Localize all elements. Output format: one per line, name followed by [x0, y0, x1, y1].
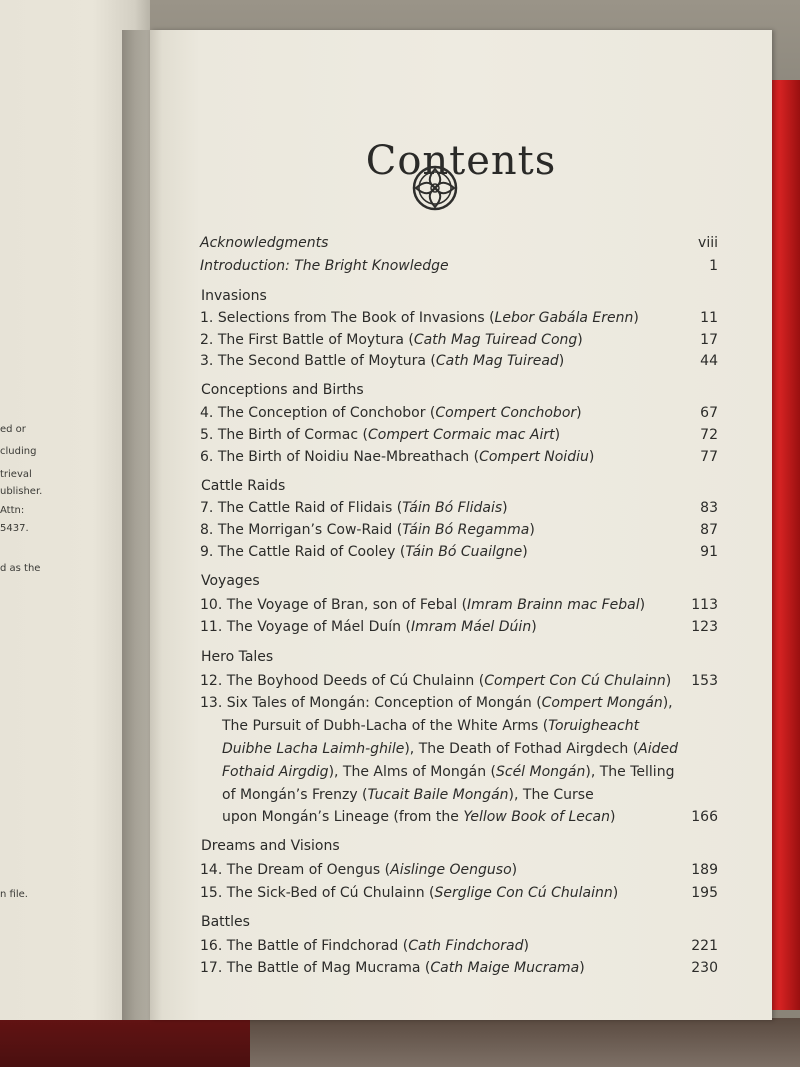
left-page-text: ublisher. [0, 486, 43, 497]
entry-number: 3. [200, 353, 214, 369]
toc-page-number: 44 [700, 353, 718, 369]
entry-original-title: Compert Cormaic mac Airt [367, 427, 555, 443]
entry-original-title: Compert Con Cú Chulainn [484, 673, 666, 689]
toc-entry-13-line: Duibhe Lacha Laimh-ghile), The Death of Fothad Airgdech (Aided [222, 741, 679, 757]
entry-number: 15. [200, 885, 223, 901]
entry-title: The Voyage of Máel Duín ( [226, 619, 411, 635]
entry-number: 10. [200, 597, 223, 613]
toc-page-number: 87 [700, 522, 718, 538]
toc-page-number: 113 [691, 597, 718, 613]
left-page-text: n file. [0, 889, 28, 900]
entry-title: The Cattle Raid of Cooley ( [217, 544, 406, 560]
toc-page-number: 91 [700, 544, 718, 560]
entry-original-title: Cath Mag Tuiread Cong [413, 332, 578, 348]
left-page-text: ed or [0, 424, 26, 435]
page-title: Contents [365, 138, 557, 184]
section-heading: Cattle Raids [201, 478, 286, 494]
entry-original-title: Táin Bó Flidais [402, 500, 503, 516]
entry-original-title: Cath Mag Tuiread [435, 353, 559, 369]
contents-page [150, 30, 772, 1020]
entry-original-title: Táin Bó Cuailgne [405, 544, 523, 560]
entry-number: 5. [200, 427, 214, 443]
entry-title: Selections from The Book of Invasions ( [217, 310, 495, 326]
entry-original-title: Compert Noidiu [479, 449, 589, 465]
entry-number: 16. [200, 938, 223, 954]
entry-number: 17. [200, 960, 223, 976]
book-gutter-shadow [122, 30, 162, 1020]
section-heading: Conceptions and Births [201, 382, 364, 398]
table-of-contents: Acknowledgments viii Introduction: The Bright Knowledge 1 Invasions 1. Selections from The Book of Invasions (Lebor Gabála Erenn) 11 2. The First Battle of Moytura (Cath Mag Tuiread Cong) 17 3. The Second Battle of Moytura (Cath Mag Tuiread) 44 Conceptions and Births 4. The Conception of Conchobor (Compert Conchobor) 67 5. The Birth of Cormac (Compert Cormaic mac Airt) 72 6. The Birth of Noidiu Nae-Mbreathach (Compert Noidiu) 77 Cattle Raids 7. The Cattle Raid of Flidais (Táin Bó Flidais) 83 8. The Morrigan’s Cow-Raid (Táin Bó Regamma) 87 9. The Cattle Raid of Cooley (Táin Bó Cuailgne) 91 Voyages 10. The Voyage of Bran, son of Febal (Imram Brainn mac Febal) 113 11. The Voyage of Máel Duín (Imram Máel Dúin) 123 Hero Tales 12. The Boyhood Deeds of Cú Chulainn (Compert Con Cú Chulainn) 153 13. Six Tales of Mongán: Conception of Mongán (Compert Mongán), The Pursuit of Dubh-Lacha of the White Arms (Toruigheacht Duibhe Lacha Laimh-ghile), The Death of Fothad Airgdech (Aided Fothaid Airgdig), The Alms of Mongán (Scél Mongán), The Telling of Mongán’s Frenzy (Tucait Baile Mongán), The Curse upon Mongán’s Lineage (from the Yellow Book of Lecan) 166 Dreams and Visions 14. The Dream of Oengus (Aislinge Oenguso) 189 15. The Sick-Bed of Cú Chulainn (Serglige Con Cú Chulainn) 195 Battles 16. The Battle of Findchorad (Cath Findchorad) 221 17. The Battle of Mag Mucrama (Cath Maige Mucrama) 230 [200, 235, 718, 976]
toc-entry-13-line: Fothaid Airgdig), The Alms of Mongán (Scél Mongán), The Telling [222, 764, 675, 780]
entry-number: 12. [200, 673, 223, 689]
entry-original-title: Serglige Con Cú Chulainn [434, 885, 613, 901]
left-page-text: Attn: [0, 505, 25, 516]
section-heading: Hero Tales [201, 649, 274, 665]
entry-title: The Boyhood Deeds of Cú Chulainn ( [226, 673, 485, 689]
toc-page-number: 67 [700, 405, 718, 421]
toc-page-number: 123 [691, 619, 718, 635]
toc-page-number: 189 [691, 862, 718, 878]
toc-entry-label: Acknowledgments [200, 235, 329, 251]
entry-title: The Conception of Conchobor ( [217, 405, 436, 421]
section-heading: Voyages [201, 573, 260, 589]
toc-page-number: 221 [691, 938, 718, 954]
entry-number: 4. [200, 405, 214, 421]
toc-page-number: 77 [700, 449, 718, 465]
section-heading: Dreams and Visions [201, 838, 340, 854]
entry-title: The Second Battle of Moytura ( [217, 353, 436, 369]
toc-page-number: 230 [691, 960, 718, 976]
entry-original-title: Aislinge Oenguso [390, 862, 512, 878]
section-heading: Invasions [201, 288, 267, 304]
entry-number: 11. [200, 619, 223, 635]
entry-title: The Birth of Cormac ( [217, 427, 368, 443]
toc-page-number: 195 [691, 885, 718, 901]
entry-title: The Cattle Raid of Flidais ( [217, 500, 403, 516]
left-page-text: trieval [0, 469, 32, 480]
toc-page-number: 153 [691, 673, 718, 689]
entry-title: The Dream of Oengus ( [226, 862, 391, 878]
entry-number: 7. [200, 500, 214, 516]
entry-title: The Battle of Findchorad ( [226, 938, 409, 954]
toc-page-number: 11 [700, 310, 718, 326]
entry-number: 6. [200, 449, 214, 465]
entry-title: The Voyage of Bran, son of Febal ( [226, 597, 468, 613]
toc-entry-13-line: of Mongán’s Frenzy (Tucait Baile Mongán), The Curse [222, 787, 594, 803]
entry-original-title: Táin Bó Regamma [402, 522, 530, 538]
toc-entry-label: Introduction: The Bright Knowledge [200, 258, 449, 274]
left-page-text: cluding [0, 446, 37, 457]
entry-number: 8. [200, 522, 214, 538]
entry-original-title: Imram Máel Dúin [410, 619, 532, 635]
entry-number: 13. [200, 695, 223, 711]
toc-page-number: 83 [700, 500, 718, 516]
entry-original-title: Lebor Gabála Erenn [494, 310, 634, 326]
entry-title: The Birth of Noidiu Nae-Mbreathach ( [217, 449, 480, 465]
toc-page-number: 166 [691, 809, 718, 825]
toc-page-number: 72 [700, 427, 718, 443]
left-page-text: 5437. [0, 523, 29, 534]
entry-title: The Sick-Bed of Cú Chulainn ( [226, 885, 435, 901]
entry-number: 14. [200, 862, 223, 878]
entry-original-title: Compert Conchobor [435, 405, 577, 421]
entry-title: The Battle of Mag Mucrama ( [226, 960, 431, 976]
entry-number: 1. [200, 310, 214, 326]
left-page-text: d as the [0, 563, 41, 574]
toc-entry-13-line: The Pursuit of Dubh-Lacha of the White Arms (Toruigheacht [222, 718, 640, 734]
entry-title: The First Battle of Moytura ( [217, 332, 414, 348]
entry-number: 9. [200, 544, 214, 560]
toc-page-number: 1 [709, 258, 718, 274]
entry-original-title: Cath Findchorad [408, 938, 524, 954]
toc-page-number: viii [698, 235, 718, 251]
section-heading: Battles [201, 914, 250, 930]
entry-number: 2. [200, 332, 214, 348]
toc-page-number: 17 [700, 332, 718, 348]
entry-original-title: Cath Maige Mucrama [430, 960, 580, 976]
entry-original-title: Imram Brainn mac Febal [467, 597, 640, 613]
entry-title: The Morrigan’s Cow-Raid ( [217, 522, 403, 538]
